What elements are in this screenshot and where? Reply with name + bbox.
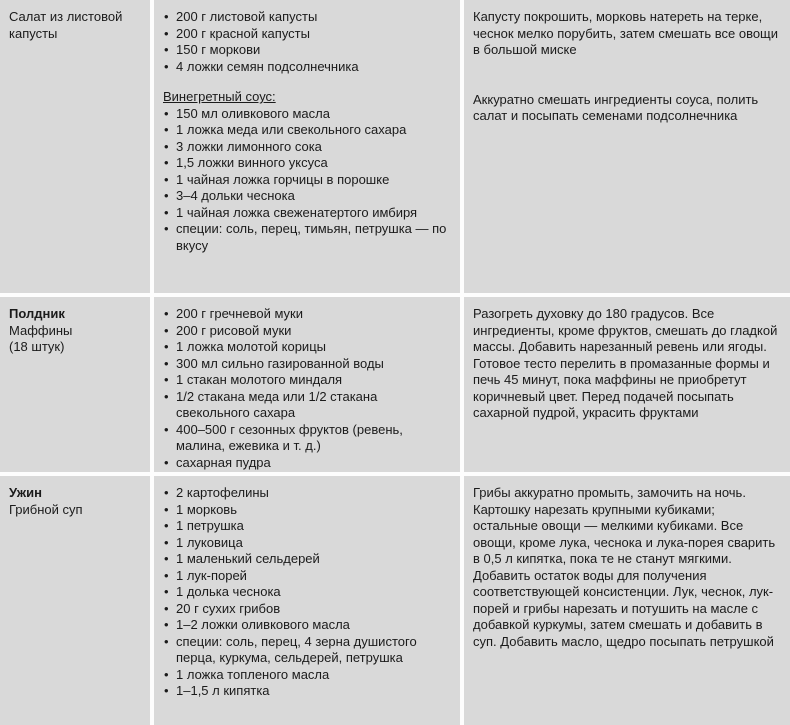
- ingredient-item: • 1 луковица: [163, 535, 452, 552]
- ingredient-item: • 1 лук-порей: [163, 568, 452, 585]
- ingredient-item: • 1 ложка топленого масла: [163, 667, 452, 684]
- ingredient-item: • 1 ложка молотой корицы: [163, 339, 452, 356]
- instructions-cell: [464, 297, 790, 472]
- ingredients-cell: [154, 476, 460, 725]
- recipe-title-line: Ужин: [9, 485, 42, 500]
- ingredient-item: • 4 ложки семян подсолнечника: [163, 59, 452, 76]
- ingredients-cell: [154, 297, 460, 472]
- recipe-name-cell: [0, 0, 150, 293]
- instruction-paragraph: Аккуратно смешать ингредиенты соуса, полить салат и посыпать семенами подсолнечника: [473, 91, 759, 123]
- ingredient-item: • 1 стакан молотого миндаля: [163, 372, 452, 389]
- ingredient-item: • 3–4 дольки чеснока: [163, 188, 452, 205]
- ingredient-item: • 200 г гречневой муки: [163, 306, 452, 323]
- ingredient-item: • 1 петрушка: [163, 518, 452, 535]
- recipe-title-line: Салат из листовой капусты: [9, 9, 123, 41]
- ingredient-item: • 200 г рисовой муки: [163, 323, 452, 340]
- ingredient-item: • 1 чайная ложка горчицы в порошке: [163, 172, 452, 189]
- ingredient-item: • 150 г моркови: [163, 42, 452, 59]
- instruction-paragraph: Разогреть духовку до 180 градусов. Все ингредиенты, кроме фруктов, смешать до гладкой массы. Добавить нарезанный ревень или ягоды. Готовое тесто перелить в промазанные формы и печь 45 минут, пока маффины не приобретут коричневый цвет. Перед подачей посыпать сахарной пудрой, украсить фруктами: [473, 306, 778, 420]
- ingredient-item: • 1–1,5 л кипятка: [163, 683, 452, 700]
- ingredient-item: • 3 ложки лимонного сока: [163, 139, 452, 156]
- ingredient-item: • специи: соль, перец, 4 зерна душистого перца, куркума, сельдерей, петрушка: [163, 634, 452, 667]
- recipe-title-line: Маффины: [9, 322, 73, 338]
- ingredient-item: • 400–500 г сезонных фруктов (ревень, малина, ежевика и т. д.): [163, 422, 452, 455]
- instruction-paragraph: Грибы аккуратно промыть, замочить на ночь. Картошку нарезать крупными кубиками; остальные овощи — мелкими кубиками. Все овощи, кроме лука, чеснока и лука-порея сварить в 0,5 л кипятка, пока те не станут мягкими. Добавить остаток воды для получения соответствующей консистенции. Лук, чеснок, лук-порей и грибы нарезать и потушить на масле с добавкой куркумы, затем смешать и добавить в суп. Добавить масло, щедро посыпать петрушкой: [473, 485, 776, 649]
- ingredient-item: • 2 картофелины: [163, 485, 452, 502]
- ingredient-item: • 20 г сухих грибов: [163, 601, 452, 618]
- recipe-name-cell: [0, 297, 150, 472]
- ingredient-item: • 1 морковь: [163, 502, 452, 519]
- ingredient-section-heading: Винегретный соус:: [163, 89, 276, 104]
- ingredient-item: • 1 ложка меда или свекольного сахара: [163, 122, 452, 139]
- ingredient-item: • 200 г листовой капусты: [163, 9, 452, 26]
- ingredient-item: • 1 маленький сельдерей: [163, 551, 452, 568]
- ingredient-item: • 1 долька чеснока: [163, 584, 452, 601]
- ingredient-item: • 1 чайная ложка свеженатертого имбиря: [163, 205, 452, 222]
- ingredient-item: • 1/2 стакана меда или 1/2 стакана свекольного сахара: [163, 389, 452, 422]
- ingredient-item: • 1–2 ложки оливкового масла: [163, 617, 452, 634]
- ingredient-item: • сахарная пудра: [163, 455, 452, 472]
- ingredient-item: • 1,5 ложки винного уксуса: [163, 155, 452, 172]
- ingredient-item: • 200 г красной капусты: [163, 26, 452, 43]
- instruction-paragraph: Капусту покрошить, морковь натереть на терке, чеснок мелко порубить, затем смешать все овощи в большой миске: [473, 9, 779, 57]
- instructions-cell: [464, 0, 790, 293]
- instructions-cell: [464, 476, 790, 725]
- recipe-title-line: Полдник: [9, 306, 65, 321]
- recipe-name-cell: [0, 476, 150, 725]
- ingredient-item: • специи: соль, перец, тимьян, петрушка — по вкусу: [163, 221, 452, 254]
- recipe-title-line: Грибной суп: [9, 501, 83, 517]
- ingredients-cell: [154, 0, 460, 293]
- ingredient-item: • 150 мл оливкового масла: [163, 106, 452, 123]
- recipe-title-line: (18 штук): [9, 339, 65, 354]
- ingredient-item: • 300 мл сильно газированной воды: [163, 356, 452, 373]
